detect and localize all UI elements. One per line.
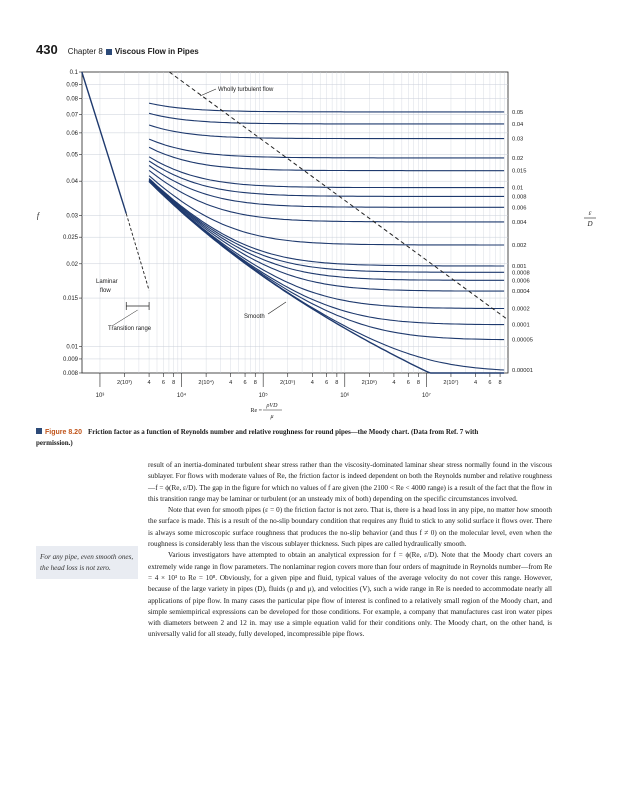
x-tick-label: 6 [406,380,410,386]
x-tick-label: 4 [147,380,151,386]
transition-label: Transition range [108,326,152,332]
y-tick-label: 0.09 [66,82,78,89]
smooth-leader [268,302,286,314]
paragraph: Note that even for smooth pipes (ε = 0) the friction factor is not zero. That is, there is a head loss in any pipe, no matter how smooth the surface is made. This is a result of the no-slip boundary condition that requires any fluid to stick to any solid surface it flows over. There is always some microscopic surface roughness that produces the no-slip behavior (and thus f ≠ 0) on the molecular level, even when the roughness is considerably less than the viscous sublayer thickness. Such pipes are called hydraulically smooth. [148,506,552,549]
y-tick-label: 0.03 [66,213,78,220]
roughness-label: 0.0008 [512,270,530,277]
page-header [36,42,199,56]
y-tick-label: 0.07 [66,112,78,119]
page-number: 430 [36,42,58,57]
y-tick-label: 0.009 [62,356,78,363]
roughness-label: 0.00005 [512,337,533,344]
roughness-label: 0.02 [512,155,524,162]
y-tick-label: 0.02 [66,261,78,268]
x-tick-label: 4 [473,380,478,386]
roughness-label: 0.015 [512,168,527,175]
right-axis-label-den: D [587,220,593,228]
x-tick-label: 6 [161,380,166,386]
x-tick-label: 2(10⁵) [280,380,296,386]
x-decade-label: 10⁶ [340,393,350,399]
roughness-label: 0.001 [512,263,527,270]
y-tick-label: 0.008 [62,370,78,377]
x-tick-label: 4 [310,380,314,386]
y-tick-label: 0.04 [66,179,78,186]
roughness-label: 0.00001 [512,368,533,375]
x-tick-label: 4 [392,380,396,386]
y-axis-label: f [36,211,40,220]
roughness-label: 0.004 [512,219,527,226]
x-decade-label: 10³ [95,393,105,399]
chapter-title: Chapter 8 Viscous Flow in Pipes [67,47,199,56]
y-tick-label: 0.015 [62,296,78,303]
x-axis-label-den: μ [270,414,274,420]
roughness-label: 0.008 [512,194,527,201]
y-tick-label: 0.01 [66,344,78,351]
laminar-label: flow [100,288,111,294]
body-text [148,460,552,641]
roughness-label: 0.05 [512,109,524,116]
x-tick-label: 2(10⁷) [443,380,459,386]
figure-caption-text: Friction factor as a function of Reynolds number and relative roughness for round pipes—the Moody chart. (Data from Ref. 7 with permission.) [36,428,479,447]
roughness-label: 0.03 [512,136,524,143]
x-decade-label: 10⁷ [421,393,431,399]
y-tick-label: 0.05 [66,152,78,159]
wholly-turbulent-leader [200,89,216,96]
paragraph: Various investigators have attempted to obtain an analytical expression for f = ϕ(Re, ε/D). Note that the Moody chart covers an extremely wide range in flow parameters. The nonlaminar region covers more than four orders of magnitude in Reynolds number—from Re = 4 × 10³ to Re = 10⁸. Obviously, for a given pipe and fluid, typical values of the average velocity do not cover this range. However, because of the large variety in pipes (D), fluids (ρ and μ), and velocities (V), such a wide range in Re is needed to accommodate nearly all applications of pipe flow. In many cases the particular pipe flow of interest is confined to a relatively small region of the Moody chart, and simple semiempirical expressions can be developed for those conditions. For example, a company that manufactures cast iron water pipes with diameters between 2 and 12 in. may use a simple equation valid for their conditions only. The Moody chart, on the other hand, is universally valid for all steady, fully developed, incompressible pipe flows. [148,551,552,639]
roughness-label: 0.0004 [512,289,530,296]
y-tick-label: 0.08 [66,96,78,103]
y-tick-label: 0.1 [69,70,78,76]
roughness-label: 0.006 [512,205,527,212]
laminar-line [82,72,126,214]
x-tick-label: 2(10⁴) [198,380,214,386]
laminar-label: Laminar [96,279,118,285]
figure-label: Figure 8.20 [45,429,82,436]
square-bullet-icon [36,428,42,434]
roughness-label: 0.002 [512,242,527,249]
x-tick-label: 4 [229,380,233,386]
x-tick-label: 2(10³) [117,380,132,386]
roughness-label: 0.0006 [512,278,530,285]
x-tick-label: 8 [335,380,339,386]
x-decade-label: 10⁴ [176,393,187,399]
x-tick-label: 8 [253,380,257,386]
smooth-label: Smooth [244,314,265,320]
square-bullet-icon [106,49,112,55]
transition-leader [112,310,138,326]
right-axis-label-num: ε [588,209,592,217]
roughness-label: 0.04 [512,121,524,128]
roughness-label: 0.01 [512,185,524,192]
y-tick-label: 0.06 [66,130,78,137]
roughness-label: 0.0001 [512,322,530,329]
x-tick-label: 6 [243,380,247,386]
wholly-turbulent-label: Wholly turbulent flow [218,87,274,93]
x-tick-label: 8 [172,380,176,386]
x-tick-label: 6 [325,380,329,386]
margin-note: For any pipe, even smooth ones, the head loss is not zero. [36,546,138,579]
figure-caption [36,427,516,448]
roughness-label: 0.0002 [512,306,530,313]
laminar-dashed [126,214,149,291]
x-tick-label: 2(10⁶) [361,380,378,386]
x-tick-label: 6 [488,380,492,386]
x-tick-label: 8 [416,380,421,386]
paragraph: result of an inertia-dominated turbulent shear stress rather than the viscosity-dominated laminar shear stress normally found in the viscous sublayer. For flows with moderate values of Re, the friction factor is indeed dependent on both the Reynolds number and relative roughness—f = ϕ(Re, ε/D). The gap in the figure for which no values of f are given (the 2100 < Re < 4000 range) is a result of the fact that the flow in this transition range may be laminar or turbulent (or an unsteady mix of both) depending on the specific circumstances involved. [148,461,552,503]
moody-chart [0,60,624,425]
x-axis-label: Re = [250,408,262,414]
x-axis-label-num: ρVD [266,403,278,409]
x-tick-label: 8 [498,380,502,386]
x-decade-label: 10⁵ [258,393,268,399]
y-tick-label: 0.025 [62,235,78,242]
